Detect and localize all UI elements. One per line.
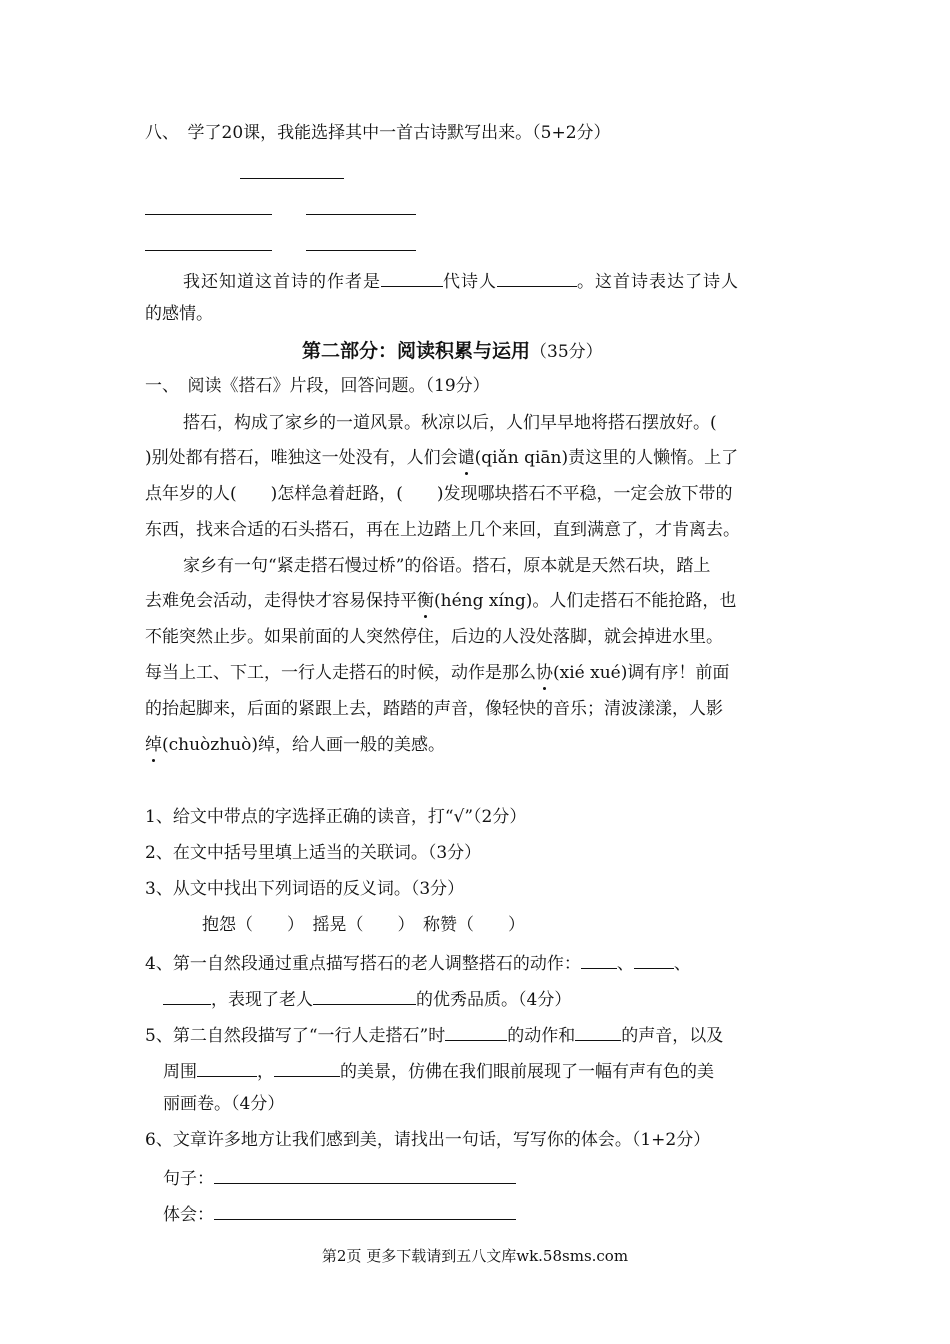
dotted-char: 衡 <box>417 591 434 611</box>
sentence-blank[interactable] <box>214 1165 516 1184</box>
answer-blank[interactable] <box>306 232 416 257</box>
antonym-words: 抱怨（ ） 摇晃（ ） 称赞（ ） <box>202 915 525 935</box>
author-text: 代诗人 <box>443 272 497 292</box>
answer-blank[interactable] <box>240 160 344 185</box>
question-text: ， <box>257 1062 274 1082</box>
question-2: 2、在文中括号里填上适当的关联词。（3分） <box>145 843 482 863</box>
passage-line: 东西，找来合适的石头搭石，再在上边踏上几个来回，直到满意了，才肯离去。 <box>145 520 740 540</box>
passage-line <box>145 662 729 684</box>
feeling-blank[interactable] <box>214 1201 516 1220</box>
answer-blank[interactable] <box>313 986 416 1005</box>
part2-title-text: 第二部分：阅读积累与运用 <box>302 340 531 362</box>
question-5 <box>145 1022 723 1047</box>
question-1: 1、给文中带点的字选择正确的读音，打“√”（2分） <box>145 807 527 827</box>
question-text: 周围 <box>163 1062 197 1082</box>
passage-text: (xié xué)调有序！前面 <box>553 663 730 683</box>
passage-line <box>145 734 445 756</box>
sentence-label: 句子： <box>163 1169 214 1189</box>
sentence-row <box>163 1165 516 1190</box>
dynasty-blank[interactable] <box>381 268 443 287</box>
passage-text: (qiǎn qiān)责这里的人懒惰。上了 <box>474 448 739 468</box>
poet-blank[interactable] <box>497 268 577 287</box>
question-text: 、 <box>616 954 634 974</box>
question-5-end: 丽画卷。（4分） <box>163 1094 285 1114</box>
passage-line: 搭石，构成了家乡的一道风景。秋凉以后，人们早早地将搭石摆放好。( <box>183 413 717 433</box>
question-text: ，表现了老人 <box>211 990 313 1010</box>
question-3: 3、从文中找出下列词语的反义词。（3分） <box>145 879 465 899</box>
q1-heading: 一、 阅读《搭石》片段，回答问题。（19分） <box>145 376 490 396</box>
question-4-cont <box>163 986 571 1011</box>
question-6: 6、文章许多地方让我们感到美，请找出一句话，写写你的体会。（1+2分） <box>145 1130 711 1150</box>
passage-text: 去难免会活动，走得快才容易保持平 <box>145 591 417 611</box>
question-text: 的美景，仿佛在我们眼前展现了一幅有声有色的美 <box>340 1062 714 1082</box>
dotted-char: 绰 <box>145 735 162 755</box>
passage-line: 的抬起脚来，后面的紧跟上去，踏踏的声音，像轻快的音乐；清波漾漾，人影 <box>145 699 723 719</box>
question-text: 的声音，以及 <box>621 1026 724 1046</box>
answer-blank[interactable] <box>634 950 674 969</box>
question-4 <box>145 950 691 975</box>
part2-title <box>302 340 603 363</box>
author-sentence <box>183 268 739 293</box>
passage-text: 每当上工、下工，一行人走搭石的时候，动作是那么 <box>145 663 536 683</box>
answer-blank[interactable] <box>581 950 617 969</box>
question-text: 4、第一自然段通过重点描写搭石的老人调整搭石的动作： <box>145 954 581 974</box>
author-sentence-end: 的感情。 <box>145 304 213 324</box>
feeling-row <box>163 1201 516 1226</box>
part2-score: （35分） <box>530 342 603 362</box>
answer-blank[interactable] <box>163 986 211 1005</box>
answer-blank[interactable] <box>575 1022 621 1041</box>
section8-question: 八、 学了20课，我能选择其中一首古诗默写出来。（5+2分） <box>145 123 611 143</box>
question-text: 、 <box>673 954 691 974</box>
answer-blank[interactable] <box>274 1058 340 1077</box>
author-text: 。这首诗表达了诗人 <box>577 272 739 292</box>
dotted-char: 协 <box>536 663 553 683</box>
question-5-cont <box>163 1058 714 1083</box>
passage-text: (chuòzhuò)绰，给人画一般的美感。 <box>162 735 446 755</box>
feeling-label: 体会： <box>163 1205 214 1225</box>
dotted-char: 谴 <box>457 448 475 468</box>
passage-line: 点年岁的人( )怎样急着赶路，( )发现哪块搭石不平稳，一定会放下带的 <box>145 484 733 504</box>
page-footer: 第2页 更多下载请到五八文库wk.58sms.com <box>321 1247 629 1265</box>
question-text: 的动作和 <box>507 1026 576 1046</box>
passage-text: (héng xíng)。人们走搭石不能抢路，也 <box>434 591 737 611</box>
passage-text: )别处都有搭石，唯独这一处没有，人们会 <box>145 448 458 468</box>
question-text: 5、第二自然段描写了“一行人走搭石”时 <box>145 1026 446 1046</box>
passage-line: 不能突然止步。如果前面的人突然停住，后边的人没处落脚，就会掉进水里。 <box>145 627 723 647</box>
question-text: 的优秀品质。（4分） <box>416 990 572 1010</box>
answer-blank[interactable] <box>145 196 272 221</box>
passage-line <box>145 447 738 469</box>
answer-blank[interactable] <box>445 1022 507 1041</box>
passage-line <box>145 590 736 612</box>
author-text: 我还知道这首诗的作者是 <box>183 272 381 292</box>
answer-blank[interactable] <box>197 1058 257 1077</box>
passage-line: 家乡有一句“紧走搭石慢过桥”的俗语。搭石，原本就是天然石块，踏上 <box>183 556 711 576</box>
answer-blank[interactable] <box>145 232 272 257</box>
answer-blank[interactable] <box>306 196 416 221</box>
